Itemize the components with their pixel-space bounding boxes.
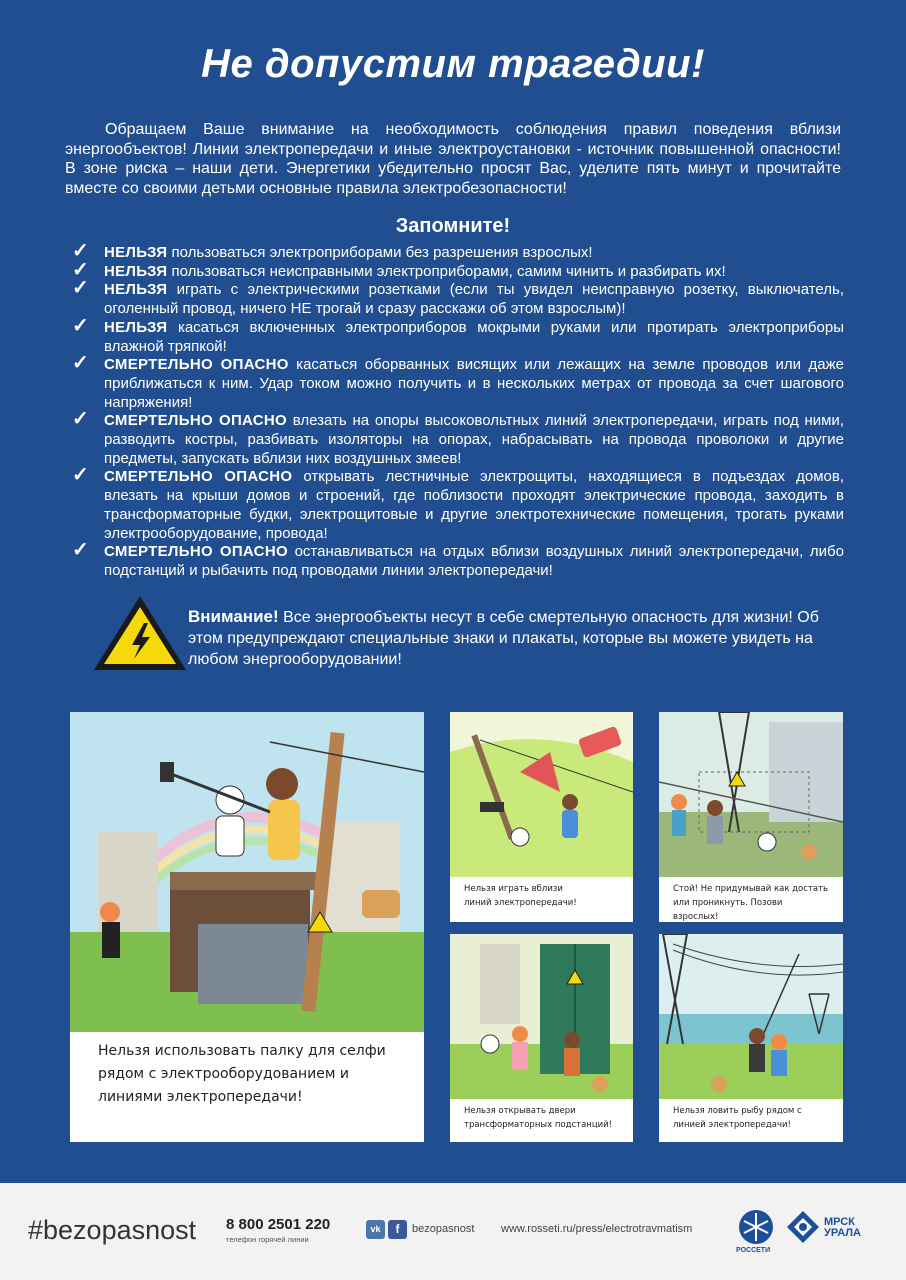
illustration-panel-playing <box>450 712 633 922</box>
fishing-illustration <box>659 934 843 1099</box>
rule-key: НЕЛЬЗЯ <box>104 318 168 336</box>
website-link[interactable]: www.rosseti.ru/press/electrotravmatism <box>501 1223 693 1235</box>
rule-key: СМЕРТЕЛЬНО ОПАСНО <box>104 412 288 430</box>
fence-illustration <box>659 712 843 877</box>
rule-key: НЕЛЬЗЯ <box>104 281 168 299</box>
rule-key: СМЕРТЕЛЬНО ОПАСНО <box>104 468 293 486</box>
high-voltage-warning-icon <box>92 593 188 673</box>
social-handle[interactable]: bezopasnost <box>412 1223 475 1235</box>
rule-item <box>72 352 844 412</box>
rosseti-logo-label: РОССЕТИ <box>736 1247 771 1254</box>
hashtag[interactable]: #bezopasnost <box>28 1215 197 1245</box>
rule-item <box>72 258 844 282</box>
playing-illustration <box>450 712 633 877</box>
checkmark-icon: ✓ <box>72 539 89 562</box>
rule-key: СМЕРТЕЛЬНО ОПАСНО <box>104 543 288 561</box>
illustration-panel-selfie <box>70 712 424 1142</box>
illustration-panel-transformer <box>450 934 633 1142</box>
transformer-illustration <box>450 934 633 1099</box>
rule-text: пользоваться неисправными электроприборами, самим чинить и разбирать их! <box>167 262 726 280</box>
panel-caption: Стой! Не придумывай как достать или проникнуть. Позови взрослых! <box>673 884 829 922</box>
checkmark-icon: ✓ <box>72 464 89 487</box>
rule-text: пользоваться электроприборами без разрешения взрослых! <box>167 244 593 261</box>
rule-item <box>72 240 844 263</box>
vk-icon[interactable]: vk <box>366 1220 385 1239</box>
rule-text: влезать на опоры высоковольтных линий электропередачи, играть под ними, разводить костры, разбивать изоляторы на опорах, набрасывать на провода проволоки и другие предметы, запускать вблизи них воздушных змеев! <box>104 412 844 467</box>
rule-item <box>72 277 844 318</box>
panel-caption: Нельзя ловить рыбу рядом с линией электропередачи! <box>673 1106 802 1130</box>
panel-caption: Нельзя играть вблизи линий электропередачи! <box>464 884 577 908</box>
checkmark-icon: ✓ <box>72 258 89 281</box>
page-title: Не допустим трагедии! <box>201 42 705 86</box>
rule-item <box>72 464 844 543</box>
rules-list <box>72 240 844 581</box>
checkmark-icon: ✓ <box>72 314 89 337</box>
hotline-phone[interactable]: 8 800 2501 220 <box>226 1216 331 1233</box>
remember-heading: Запомните! <box>395 215 511 237</box>
warning-label: Внимание! <box>188 607 279 626</box>
selfie-illustration <box>70 712 424 1032</box>
checkmark-icon: ✓ <box>72 408 89 431</box>
hotline-caption: телефон горячей линии <box>226 1235 309 1244</box>
mrsk-logo-icon <box>786 1210 820 1244</box>
warning-body: Все энергообъекты несут в себе смертельную опасность для жизни! Об этом предупреждают специальные знаки и плакаты, которые вы можете увидеть на любом энергооборудовании! <box>188 609 819 668</box>
illustration-panel-fishing <box>659 934 843 1142</box>
mrsk-logo-label: МРСК УРАЛА <box>824 1216 861 1239</box>
rule-text: открывать лестничные электрощиты, находящиеся в подъездах домов, влезать на крыши домов и строений, где поблизости проходят электрические провода, заходить в трансформаторные будки, электрощитовые и другие электротехнические помещения, трогать руками электрооборудование, провода! <box>104 468 844 542</box>
facebook-icon[interactable]: f <box>388 1220 407 1239</box>
illustration-panel-fence <box>659 712 843 922</box>
warning-text <box>188 606 844 670</box>
intro-paragraph: Обращаем Ваше внимание на необходимость соблюдения правил поведения вблизи энергообъектов! Линии электропередачи и иные электроустановки - источник повышенной опасности! В зоне риска – наши дети. Энергетики убедительно просят Вас, уделите пять минут и прочитайте вместе со своими детьми основные правила электробезопасности! <box>65 121 841 197</box>
rosseti-logo-icon <box>738 1209 774 1245</box>
checkmark-icon: ✓ <box>72 240 89 262</box>
rule-text: играть с электрическими розетками (если ты увидел неисправную розетку, выключатель, оголенный провод, ничего НЕ трогай и сразу расскажи об этом взрослым)! <box>104 281 844 318</box>
panel-caption: Нельзя использовать палку для селфи рядом с электрооборудованием и линиями электропередачи! <box>98 1043 386 1105</box>
checkmark-icon: ✓ <box>72 352 89 375</box>
footer <box>0 1183 906 1280</box>
rule-key: НЕЛЬЗЯ <box>104 262 168 280</box>
rule-item <box>72 408 844 468</box>
rule-item <box>72 314 844 356</box>
rule-text: останавливаться на отдых вблизи воздушных линий электропередачи, либо подстанций и рыбачить под проводами линии электропередачи! <box>104 543 844 579</box>
rule-text: касаться включенных электроприборов мокрыми руками или протирать электроприборы влажной тряпкой! <box>104 318 844 355</box>
rule-text: касаться оборванных висящих или лежащих на земле проводов или даже приближаться к ним. Удар током можно получить и в нескольких метрах от провода за счет шагового напряжения! <box>104 356 844 411</box>
rule-key: СМЕРТЕЛЬНО ОПАСНО <box>104 356 289 374</box>
checkmark-icon: ✓ <box>72 277 89 300</box>
rule-item <box>72 539 844 580</box>
rule-key: НЕЛЬЗЯ <box>104 244 168 261</box>
panel-caption: Нельзя открывать двери трансформаторных подстанций! <box>464 1106 613 1130</box>
